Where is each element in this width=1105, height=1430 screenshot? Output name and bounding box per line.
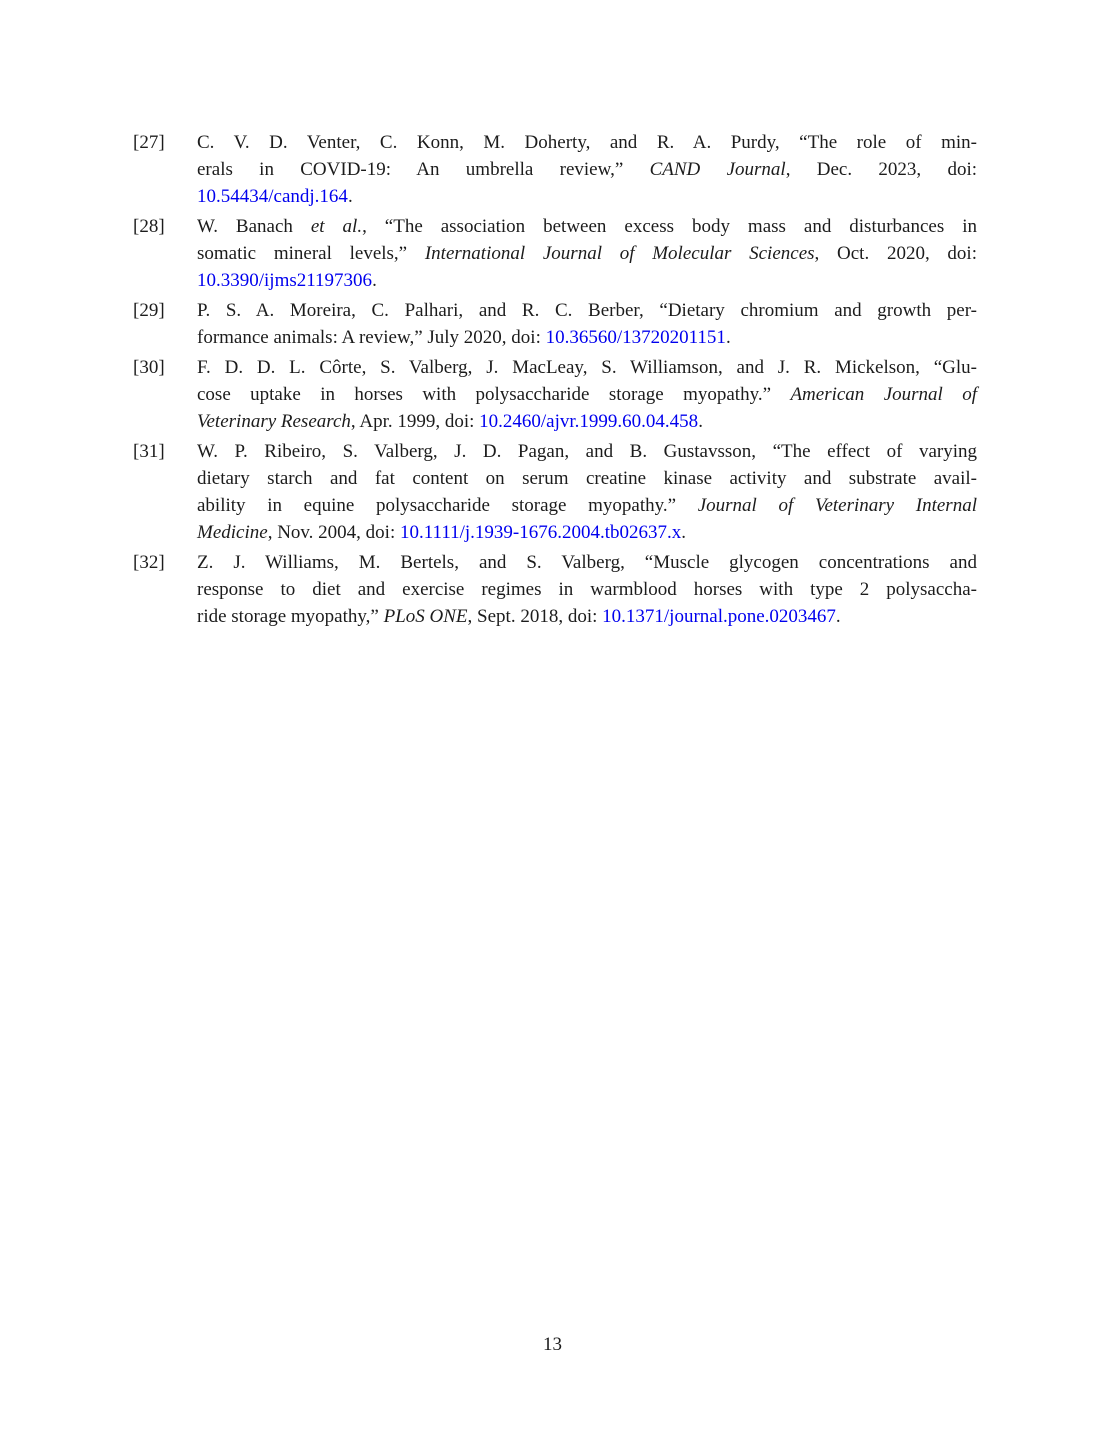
emphasis-text: Medicine	[197, 522, 268, 543]
reference-line	[197, 129, 977, 156]
reference-line	[197, 465, 977, 492]
reference-text: , Sept. 2018, doi:	[467, 606, 603, 627]
reference-entry	[133, 438, 977, 546]
emphasis-text: et al.	[310, 216, 363, 237]
reference-label: [28]	[133, 216, 165, 237]
reference-text: dietary starch and fat content on serum creatine kinase activity and substrate avail-	[197, 468, 977, 489]
reference-body	[197, 297, 977, 351]
reference-text: W. Banach	[197, 216, 311, 237]
reference-line	[197, 381, 977, 408]
reference-line	[197, 156, 977, 183]
reference-line	[197, 297, 977, 324]
reference-line	[197, 492, 977, 519]
reference-label: [27]	[133, 132, 165, 153]
reference-line	[197, 267, 977, 294]
reference-label: [29]	[133, 300, 165, 321]
reference-line	[197, 354, 977, 381]
reference-body	[197, 549, 977, 630]
reference-text: ride storage myopathy,”	[197, 606, 384, 627]
reference-text: .	[372, 270, 377, 291]
reference-body	[197, 354, 977, 435]
reference-text: , Dec. 2023, doi:	[785, 159, 977, 180]
doi-link[interactable]: 10.54434/candj.164	[197, 186, 348, 207]
emphasis-text: American Journal of	[790, 384, 977, 405]
doi-link[interactable]: 10.1111/j.1939-1676.2004.tb02637.x	[399, 522, 682, 543]
reference-text: formance animals: A review,” July 2020, doi:	[197, 327, 546, 348]
reference-text: .	[698, 411, 703, 432]
reference-line	[197, 240, 977, 267]
reference-line	[197, 408, 977, 435]
reference-line	[197, 549, 977, 576]
reference-entry	[133, 213, 977, 294]
reference-text: .	[725, 327, 731, 348]
reference-text: C. V. D. Venter, C. Konn, M. Doherty, and R. A. Purdy, “The role of min-	[197, 132, 977, 153]
doi-link[interactable]: 10.36560/13720201151	[545, 327, 726, 348]
reference-text: .	[835, 606, 841, 627]
reference-text: , Oct. 2020, doi:	[814, 243, 977, 264]
reference-text: , Nov. 2004, doi:	[267, 522, 400, 543]
reference-text: response to diet and exercise regimes in warmblood horses with type 2 polysaccha-	[197, 579, 977, 600]
doi-link[interactable]: 10.3390/ijms21197306	[197, 270, 373, 291]
emphasis-text: Journal of Veterinary Internal	[697, 495, 977, 516]
doi-link[interactable]: 10.1371/journal.pone.0203467	[602, 606, 836, 627]
reference-text: , “The association between excess body mass and disturbances in	[362, 216, 978, 237]
reference-line	[197, 438, 977, 465]
emphasis-text: International Journal of Molecular Sciences	[424, 243, 815, 264]
page-number: 13	[543, 1334, 562, 1355]
reference-line	[197, 324, 977, 351]
reference-text: cose uptake in horses with polysaccharide storage myopathy.”	[197, 384, 791, 405]
reference-line	[197, 183, 977, 210]
reference-body	[197, 213, 977, 294]
reference-line	[197, 213, 977, 240]
reference-text: erals in COVID-19: An umbrella review,”	[197, 159, 650, 180]
reference-line	[197, 603, 977, 630]
emphasis-text: Veterinary Research	[197, 411, 351, 432]
reference-line	[197, 576, 977, 603]
reference-text: somatic mineral levels,”	[197, 243, 425, 264]
reference-entry	[133, 354, 977, 435]
reference-text: W. P. Ribeiro, S. Valberg, J. D. Pagan, and B. Gustavsson, “The effect of varying	[197, 441, 977, 462]
reference-line	[197, 519, 977, 546]
reference-list	[133, 129, 977, 633]
emphasis-text: CAND Journal	[649, 159, 786, 180]
reference-entry	[133, 549, 977, 630]
reference-text: P. S. A. Moreira, C. Palhari, and R. C. Berber, “Dietary chromium and growth per-	[197, 300, 977, 321]
reference-text: F. D. D. L. Côrte, S. Valberg, J. MacLeay, S. Williamson, and J. R. Mickelson, “Glu-	[197, 357, 977, 378]
reference-text: Z. J. Williams, M. Bertels, and S. Valberg, “Muscle glycogen concentrations and	[197, 552, 977, 573]
reference-text: ability in equine polysaccharide storage myopathy.”	[197, 495, 698, 516]
doi-link[interactable]: 10.2460/ajvr.1999.60.04.458	[479, 411, 699, 432]
reference-text: , Apr. 1999, doi:	[350, 411, 480, 432]
reference-label: [32]	[133, 552, 165, 573]
reference-body	[197, 438, 977, 546]
reference-entry	[133, 129, 977, 210]
reference-entry	[133, 297, 977, 351]
reference-body	[197, 129, 977, 210]
emphasis-text: PLoS ONE	[383, 606, 468, 627]
reference-text: .	[681, 522, 687, 543]
reference-label: [30]	[133, 357, 165, 378]
reference-label: [31]	[133, 441, 165, 462]
reference-text: .	[347, 186, 353, 207]
